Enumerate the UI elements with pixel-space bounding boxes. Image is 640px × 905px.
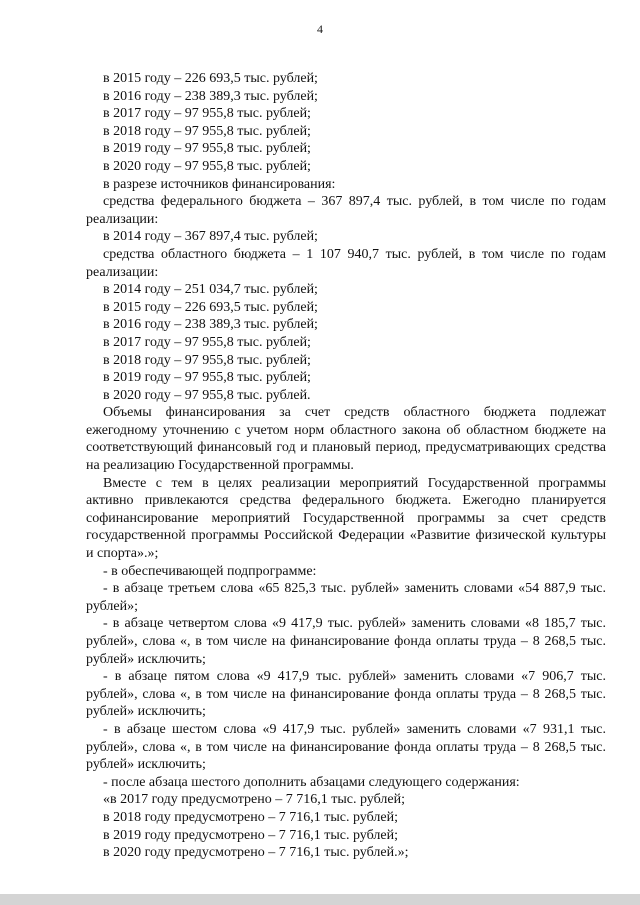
paragraph: в 2017 году – 97 955,8 тыс. рублей; (103, 334, 311, 350)
paragraph: в 2020 году – 97 955,8 тыс. рублей. (103, 387, 311, 403)
paragraph: - в абзаце четвертом слова «9 417,9 тыс. рублей» заменить словами «8 185,7 тыс. рублей», слова «, в том числе на финансирование фонда оплаты труда – 8 268,5 тыс. рублей» исключить; (86, 616, 606, 667)
paragraph: - в абзаце пятом слова «9 417,9 тыс. рублей» заменить словами «7 906,7 тыс. рублей», слова «, в том числе на финансирование фонда оплаты труда – 8 268,5 тыс. рублей» исключить; (86, 669, 606, 720)
paragraph: в 2017 году – 97 955,8 тыс. рублей; (103, 106, 311, 122)
document-body (86, 70, 606, 862)
paragraph: Вместе с тем в целях реализации мероприятий Государственной программы активно привлекаются средства федерального бюджета. Ежегодно планируется софинансирование мероприятий Государственной программы за счет средств государственной программы Российской Федерации «Развитие физической культуры и спорта».»; (86, 475, 606, 562)
paragraph: в 2014 году – 251 034,7 тыс. рублей; (103, 282, 318, 298)
paragraph: Объемы финансирования за счет средств областного бюджета подлежат ежегодному уточнению с учетом норм областного закона об областном бюджете на соответствующий финансовый год и плановый период, предусматривающих средства на реализацию Государственной программы. (86, 405, 606, 474)
paragraph: в 2019 году – 97 955,8 тыс. рублей; (103, 141, 311, 157)
paragraph: в 2014 году – 367 897,4 тыс. рублей; (103, 229, 318, 245)
paragraph: в 2018 году – 97 955,8 тыс. рублей; (103, 123, 311, 139)
paragraph: в разрезе источников финансирования: (103, 176, 336, 192)
paragraph: - в абзаце шестом слова «9 417,9 тыс. рублей» заменить словами «7 931,1 тыс. рублей», слова «, в том числе на финансирование фонда оплаты труда – 8 268,5 тыс. рублей» исключить; (86, 721, 606, 773)
paragraph: - в обеспечивающей подпрограмме: (103, 563, 317, 579)
paragraph: в 2020 году предусмотрено – 7 716,1 тыс. рублей.»; (103, 845, 409, 861)
paragraph: средства федерального бюджета – 367 897,4 тыс. рублей, в том числе по годам реализации: (86, 194, 606, 227)
paragraph: средства областного бюджета – 1 107 940,7 тыс. рублей, в том числе по годам реализации: (86, 246, 606, 280)
paragraph: - в абзаце третьем слова «65 825,3 тыс. рублей» заменить словами «54 887,9 тыс. рублей»; (86, 581, 606, 614)
paragraph: в 2015 году – 226 693,5 тыс. рублей; (103, 299, 318, 315)
paragraph: в 2016 году – 238 389,3 тыс. рублей; (103, 317, 318, 333)
paragraph: в 2015 году – 226 693,5 тыс. рублей; (103, 71, 318, 86)
paragraph: в 2019 году предусмотрено – 7 716,1 тыс. рублей; (103, 827, 398, 843)
paragraph: «в 2017 году предусмотрено – 7 716,1 тыс. рублей; (103, 792, 405, 808)
paragraph: в 2016 году – 238 389,3 тыс. рублей; (103, 88, 318, 104)
paragraph: в 2018 году – 97 955,8 тыс. рублей; (103, 352, 311, 368)
scan-bottom-edge (0, 894, 640, 905)
page-number: 4 (317, 22, 323, 36)
paragraph: - после абзаца шестого дополнить абзацами следующего содержания: (103, 774, 520, 790)
paragraph: в 2018 году предусмотрено – 7 716,1 тыс. рублей; (103, 809, 398, 825)
paragraph: в 2019 году – 97 955,8 тыс. рублей; (103, 370, 311, 386)
paragraph: в 2020 году – 97 955,8 тыс. рублей; (103, 158, 311, 174)
